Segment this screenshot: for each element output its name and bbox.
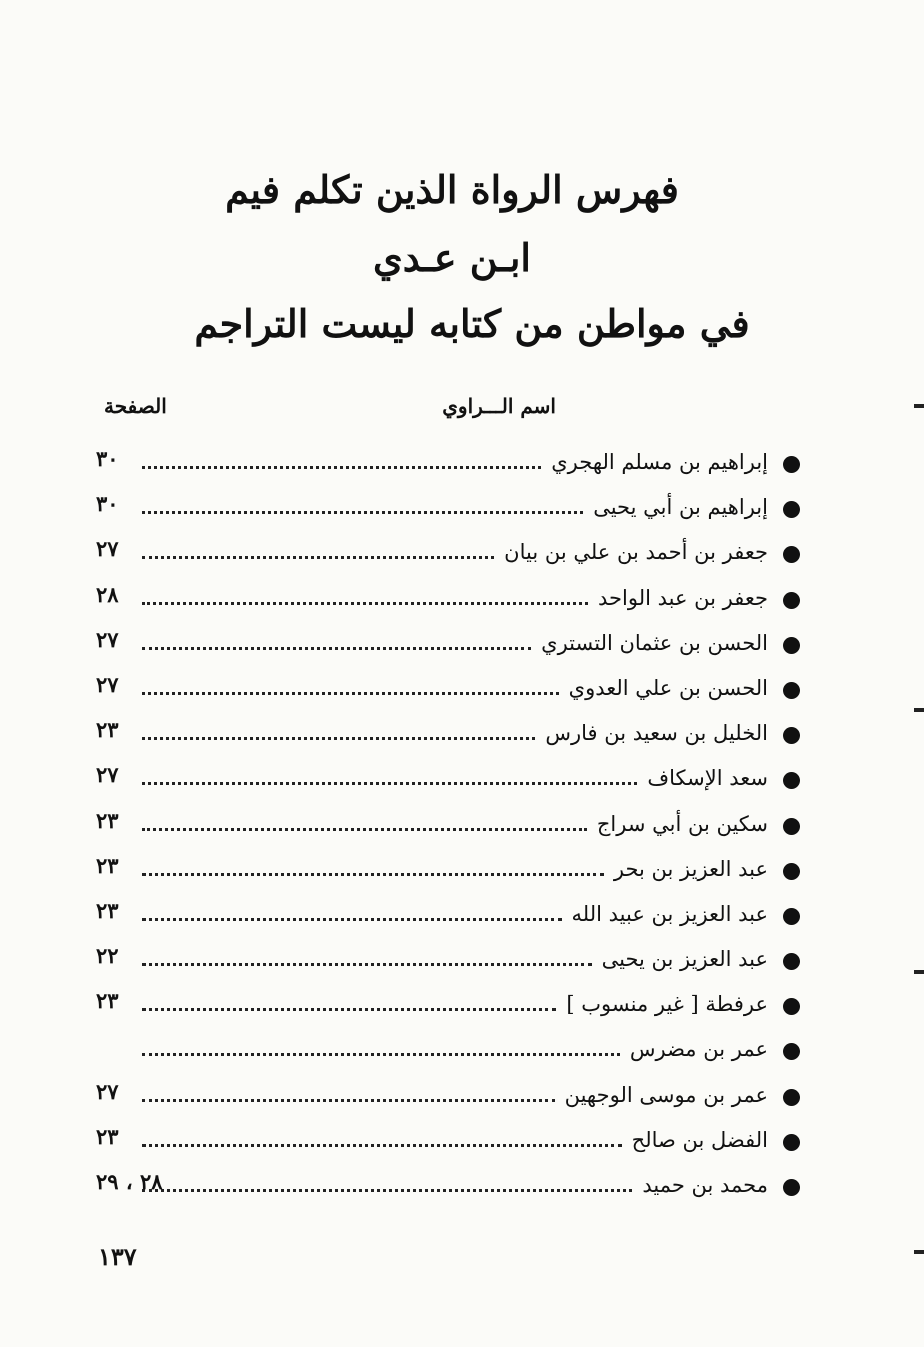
index-entry [96,671,800,719]
dot-leader [142,900,562,921]
margin-mark [914,1250,924,1254]
column-header-name: اسم الـــراوي [442,394,556,418]
dot-leader [142,538,494,559]
page-reference: ٢٧ [96,626,119,652]
narrator-name: الحسن بن علي العدوي [568,675,768,700]
narrator-name: جعفر بن عبد الواحد [598,585,768,610]
page-reference: ٣٠ [96,491,119,517]
page-reference: ٢٢ [96,943,119,969]
bullet-icon [783,592,800,609]
page-reference: ٢٨ [96,581,119,607]
dot-leader [142,1171,632,1192]
bullet-icon [783,772,800,789]
bullet-icon [783,998,800,1015]
index-title-line-3: في مواطن من كتابه ليست التراجم [194,301,750,346]
bullet-icon [783,1043,800,1060]
dot-leader [142,1126,622,1147]
bullet-icon [783,1179,800,1196]
dot-leader [142,945,592,966]
bullet-icon [783,1134,800,1151]
margin-mark [914,708,924,712]
index-entry [96,807,800,855]
narrator-name: جعفر بن أحمد بن علي بن بيان [504,540,768,565]
bullet-icon [783,863,800,880]
index-entry [96,990,800,1035]
narrator-name: عبد العزيز بن عبيد الله [571,901,768,926]
dot-leader [142,629,531,650]
dot-leader [142,448,541,469]
page-reference: ٢٣ [96,807,119,833]
narrator-name: عرفطة [ غير منسوب ] [566,992,768,1017]
narrator-name: محمد بن حميد [642,1173,768,1197]
bullet-icon [783,1089,800,1106]
narrator-name: عبد العزيز بن بحر [613,856,768,881]
page-reference: ٢٨ ، ٢٩ [96,1169,163,1194]
margin-mark [914,970,924,974]
index-entry [96,538,800,583]
page-reference: ٢٧ [96,671,119,697]
dot-leader [142,855,604,876]
index-entry [96,1035,800,1080]
dot-leader [142,493,583,514]
index-entry [96,1171,800,1216]
dot-leader [142,719,535,740]
page-reference: ٢٣ [96,717,119,743]
dot-leader [142,1081,555,1102]
index-entry [96,1123,800,1171]
index-title-line-2: ابـن عـدي [373,235,531,280]
narrator-name: عبد العزيز بن يحيى [601,947,768,972]
page-reference: ٢٣ [96,852,119,878]
index-entry [96,448,800,493]
page-reference: ٢٣ [96,1123,119,1149]
index-entry [96,897,800,945]
narrator-name: إبراهيم بن أبي يحيى [593,495,768,520]
bullet-icon [783,637,800,654]
bullet-icon [783,727,800,744]
narrator-name: الحسن بن عثمان التستري [541,630,768,655]
dot-leader [142,1035,620,1056]
dot-leader [142,584,588,605]
index-entry [96,1078,800,1126]
bullet-icon [783,908,800,925]
narrator-index-list [96,448,800,1216]
dot-leader [142,674,559,695]
index-entry [96,719,800,764]
bullet-icon [783,501,800,518]
narrator-name: إبراهيم بن مسلم الهجري [551,450,768,474]
page-reference: ٣٠ [96,446,119,471]
page-reference: ٢٧ [96,1078,119,1104]
narrator-name: الفضل بن صالح [631,1127,768,1152]
bullet-icon [783,953,800,970]
index-entry [96,852,800,900]
bullet-icon [783,546,800,563]
page-number: ١٣٧ [98,1242,137,1271]
narrator-name: عمر بن مضرس [629,1037,768,1062]
dot-leader [142,764,637,785]
page-reference: ٢٧ [96,536,119,562]
bullet-icon [783,682,800,699]
index-entry [96,764,800,809]
bullet-icon [783,818,800,835]
narrator-name: سعد الإسكاف [647,766,768,791]
narrator-name: عمر بن موسى الوجهين [564,1082,768,1107]
page-reference: ٢٣ [96,988,119,1014]
page-reference: ٢٧ [96,762,119,788]
page-reference: ٢٣ [96,897,119,923]
margin-mark [914,404,924,408]
dot-leader [142,810,587,831]
index-entry [96,626,800,674]
index-entry [96,493,800,538]
index-title-line-1: فهرس الرواة الذين تكلم فيم [225,167,679,212]
narrator-name: الخليل بن سعيد بن فارس [545,721,768,746]
narrator-name: سكين بن أبي سراج [596,811,768,836]
index-entry [96,945,800,990]
dot-leader [142,990,556,1011]
column-header-page: الصفحة [104,394,167,418]
index-entry [96,581,800,629]
bullet-icon [783,456,800,473]
